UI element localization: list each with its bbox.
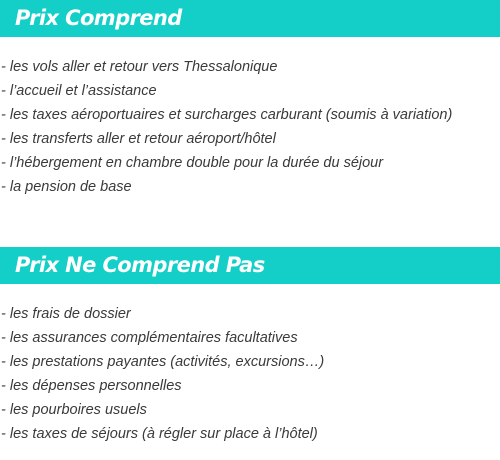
list-item: - les dépenses personnelles [1,378,182,394]
list-item: - les frais de dossier [1,306,131,322]
list-item: - les transferts aller et retour aéroport/hôtel [1,131,276,147]
price-includes-title: Prix Comprend [15,6,182,30]
price-includes-section [0,0,500,199]
price-excludes-title: Prix Ne Comprend Pas [15,253,265,277]
list-item: - l’hébergement en chambre double pour la durée du séjour [1,155,384,171]
list-item: - les assurances complémentaires facultatives [1,330,298,346]
price-includes-list [0,55,500,199]
list-item: - l’accueil et l’assistance [1,83,157,99]
price-excludes-section [0,247,500,446]
list-item: - les taxes de séjours (à régler sur place à l’hôtel) [1,426,318,442]
list-item: - la pension de base [1,179,132,195]
list-item: - les taxes aéroportuaires et surcharges carburant (soumis à variation) [1,107,453,123]
list-item: - les pourboires usuels [1,402,147,418]
price-includes-header [0,0,500,37]
price-excludes-header [0,247,500,284]
price-excludes-list [0,302,500,446]
list-item: - les prestations payantes (activités, excursions…) [1,354,325,370]
list-item: - les vols aller et retour vers Thessalonique [1,59,278,75]
